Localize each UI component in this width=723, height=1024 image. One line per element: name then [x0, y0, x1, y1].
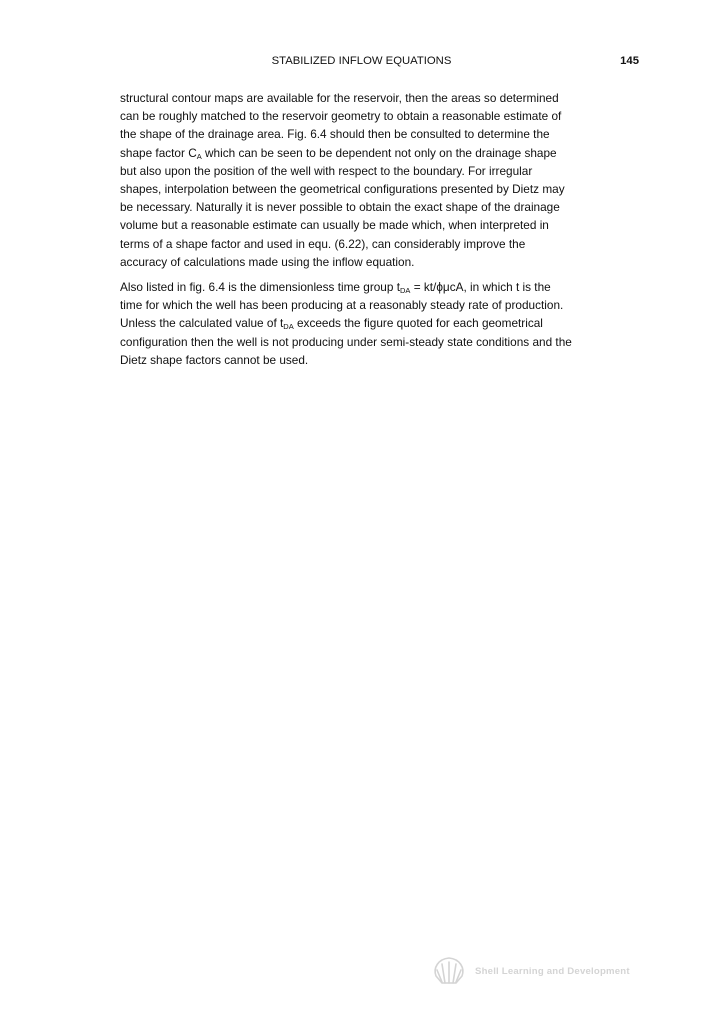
- text-line: Dietz shape factors cannot be used.: [120, 352, 309, 367]
- footer-brand-text: Shell Learning and Development: [475, 965, 630, 977]
- footer-branding: [432, 956, 630, 986]
- text-run: = kt/ϕμcA, in which t is the: [410, 280, 551, 295]
- text-line: shapes, interpolation between the geometrical configurations presented by Dietz may: [120, 182, 565, 197]
- text-line: be necessary. Naturally it is never possible to obtain the exact shape of the drainage: [120, 200, 560, 215]
- paragraph-1: [120, 89, 648, 271]
- running-header-title: STABILIZED INFLOW EQUATIONS: [271, 55, 452, 67]
- text-line: [120, 314, 648, 332]
- subscript: A: [196, 151, 202, 161]
- shell-logo-icon: [432, 956, 466, 986]
- page-number: 145: [620, 55, 639, 67]
- text-line: can be roughly matched to the reservoir geometry to obtain a reasonable estimate of: [120, 109, 562, 124]
- text-line: [120, 144, 648, 162]
- text-line: [120, 278, 648, 296]
- text-run: exceeds the figure quoted for each geometrical: [293, 316, 543, 331]
- text-line: terms of a shape factor and used in equ. (6.22), can considerably improve the: [120, 236, 526, 251]
- text-line: configuration then the well is not producing under semi-steady state conditions and the: [120, 334, 572, 349]
- body-text: [120, 89, 648, 369]
- text-line: time for which the well has been producing at a reasonably steady rate of production.: [120, 298, 564, 313]
- subscript: DA: [400, 286, 411, 296]
- text-line: accuracy of calculations made using the inflow equation.: [120, 254, 415, 269]
- text-run: Also listed in fig. 6.4 is the dimensionless time group t: [120, 280, 400, 295]
- paragraph-2: [120, 278, 648, 369]
- subscript: DA: [283, 322, 294, 332]
- text-line: volume but a reasonable estimate can usually be made which, when interpreted in: [120, 218, 549, 233]
- text-run: shape factor C: [120, 145, 197, 160]
- text-line: the shape of the drainage area. Fig. 6.4 should then be consulted to determine the: [120, 127, 550, 142]
- text-line: but also upon the position of the well with respect to the boundary. For irregular: [120, 163, 533, 178]
- text-line: structural contour maps are available for the reservoir, then the areas so determined: [120, 91, 559, 105]
- text-run: Unless the calculated value of t: [120, 316, 284, 331]
- page-header: [120, 55, 639, 71]
- text-run: which can be seen to be dependent not only on the drainage shape: [201, 145, 557, 160]
